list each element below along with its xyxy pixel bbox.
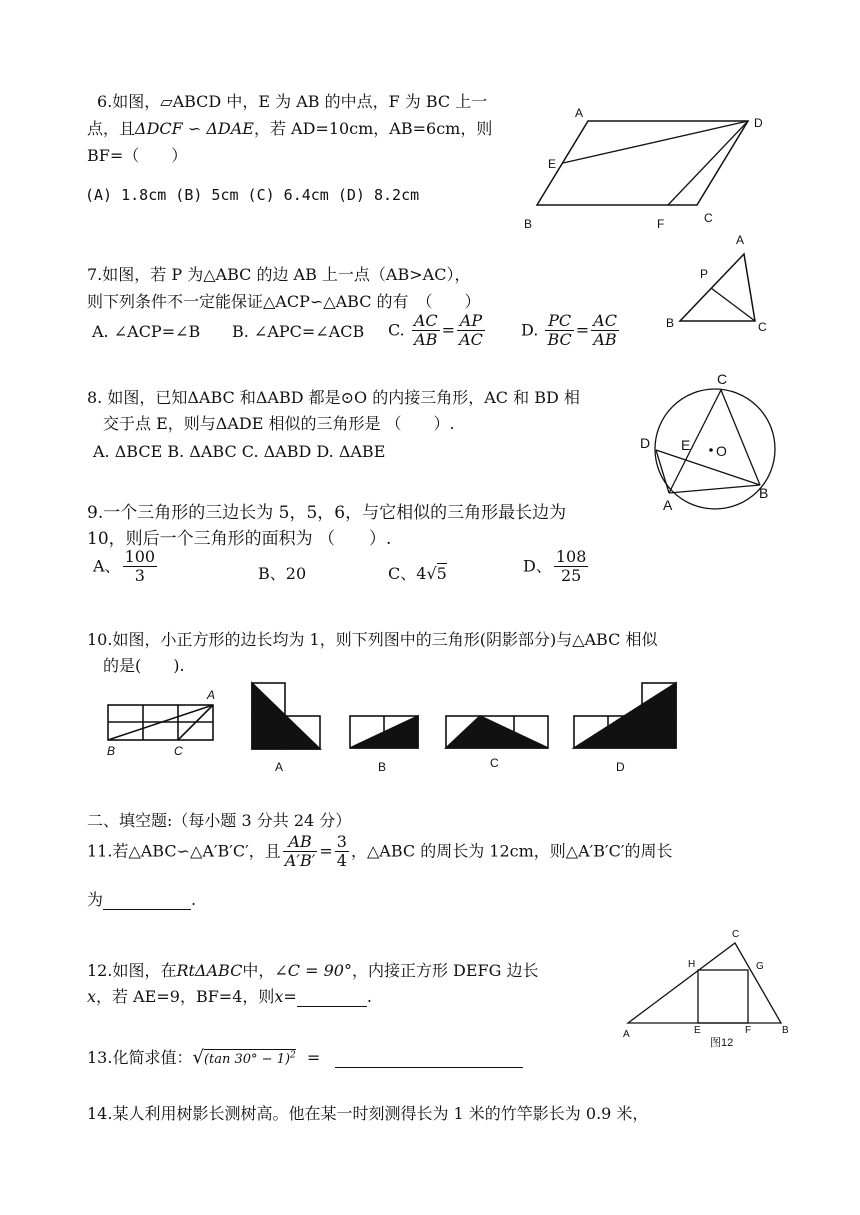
q9-d-num: 108 [555, 547, 587, 566]
q11-eq: = [319, 841, 333, 861]
q7-option-c-label: C. [388, 320, 405, 340]
q12-label-a: A [623, 1029, 630, 1040]
q12-expr1: RtΔABC [176, 961, 243, 980]
q9-option-b: B、20 [258, 564, 307, 583]
q12-label-b: B [782, 1025, 789, 1036]
q12-caption: 图12 [710, 1037, 734, 1049]
q6-figure [520, 100, 780, 230]
q10-option-d-figure [574, 683, 676, 748]
q9-option-c [388, 561, 447, 584]
q12-figure [620, 925, 800, 1055]
q8-label-d: D [640, 435, 651, 451]
q6-parallelogram [537, 121, 748, 205]
q12-label-h: H [688, 959, 696, 970]
q6-label-d: D [754, 116, 763, 130]
q11-post: ，△ABC 的周长为 12cm，则△A′B′C′的周长 [350, 841, 673, 861]
q10-label-b: B [107, 744, 116, 758]
q7-option-c [388, 312, 487, 350]
q12-label-e: E [694, 1025, 701, 1036]
q7-figure [660, 230, 780, 340]
q6-expr: ΔDCF ∽ ΔDAE [135, 119, 254, 138]
q6-label-f: F [657, 217, 665, 231]
q7-d-num2: AC [593, 311, 617, 330]
q6-line2-b: ，若 AD=10cm，AB=6cm，则 [253, 119, 493, 138]
q8-options: A. ΔBCE B. ΔABC C. ΔABD D. ΔABE [93, 442, 386, 461]
q7-triangle [680, 254, 755, 321]
q6-options: (A) 1.8cm (B) 5cm (C) 6.4cm (D) 8.2cm [85, 186, 420, 204]
q7-c-num1: AC [413, 311, 438, 330]
q8-circle [655, 389, 775, 509]
q6-label-b: B [524, 217, 533, 231]
q7-label-a: A [736, 233, 745, 247]
q12-mid: 中， [242, 961, 275, 980]
q6-label-a: A [575, 106, 584, 120]
q7-d-den1: BC [547, 330, 572, 350]
q9-a-label: A、 [93, 556, 121, 576]
q9-option-a [93, 548, 159, 586]
q11-line2-end: . [191, 890, 197, 909]
section2-title: 二、填空题:（每小题 3 分共 24 分） [87, 811, 352, 830]
q12-eq: = [283, 987, 297, 1006]
q13-expr: (tan 30° − 1) [203, 1052, 291, 1067]
q8-figure [635, 370, 785, 520]
q9-c-coef: 4 [416, 564, 427, 583]
q9-d-den: 25 [560, 566, 582, 586]
q10-figures [100, 680, 690, 780]
q10-option-c-figure [446, 716, 548, 748]
q8-center-dot [709, 448, 713, 452]
q12-square [698, 970, 748, 1023]
q12-line1 [87, 958, 539, 981]
q10-option-a-figure [252, 683, 320, 749]
q8-label-a: A [663, 497, 673, 513]
q7-c-num2: AP [457, 312, 485, 331]
q7-d-eq: = [575, 320, 590, 340]
q12-triangle [628, 943, 781, 1023]
q12-answer-blank[interactable] [297, 990, 367, 1007]
q8-label-c: C [717, 371, 728, 387]
q9-c-sqrt-sign: √ [426, 564, 437, 583]
q12-line2 [87, 984, 372, 1007]
q7-c-den1: AB [414, 330, 438, 350]
q7-label-b: B [666, 316, 675, 330]
q7-option-b: B. ∠APC=∠ACB [232, 322, 365, 341]
q11-line2 [87, 887, 196, 910]
q9-line2: 10，则后一个三角形的面积为 （ ）. [87, 529, 392, 549]
q6-label-c: C [704, 211, 713, 225]
q8-line1: 8. 如图，已知ΔABC 和ΔABD 都是⊙O 的内接三角形，AC 和 BD 相 [87, 388, 580, 407]
q12-line2-end: . [366, 987, 372, 1006]
q12-var: x [87, 987, 97, 1006]
q10-label-a: A [207, 688, 216, 702]
q10-reference-grid [108, 705, 213, 740]
q7-d-num1: PC [545, 312, 573, 331]
q10-line1: 10.如图，小正方形的边长均为 1，则下列图中的三角形(阴影部分)与△ABC 相似 [87, 630, 658, 649]
q7-line-cp [711, 288, 755, 321]
q13-sqrt-sign: √ [192, 1047, 204, 1068]
q6-line2 [87, 116, 492, 139]
q11-line2-text: 为 [87, 890, 104, 909]
q7-c-eq: = [441, 320, 456, 340]
q11-den2: 4 [336, 851, 347, 871]
q13-eq: = [306, 1048, 321, 1067]
q12-label-c: C [732, 929, 740, 940]
q8-line2: 交于点 E，则与ΔADE 相似的三角形是 （ ）. [103, 414, 455, 433]
q11-den1: A′B′ [284, 851, 316, 871]
q10-option-b-label: B [378, 760, 387, 774]
q14-line1: 14.某人利用树影长测树高。他在某一时刻测得长为 1 米的竹竿影长为 0.9 米， [87, 1104, 649, 1123]
q12-label-g: G [756, 961, 764, 972]
q7-option-a: A. ∠ACP=∠B [92, 322, 201, 341]
q10-label-c: C [174, 744, 183, 758]
q6-line1: 6.如图，▱ABCD 中，E 为 AB 的中点，F 为 BC 上一 [97, 92, 488, 111]
q10-option-b-figure [350, 716, 418, 748]
q13-exponent: 2 [290, 1050, 296, 1061]
q6-line-ed [563, 121, 748, 163]
q12-pre: 12.如图，在 [87, 961, 177, 980]
q8-label-o: O [716, 443, 727, 459]
q7-option-d [521, 312, 621, 350]
q9-c-radicand: 5 [436, 564, 447, 583]
q10-option-a-label: A [275, 760, 284, 774]
q11-num2: 3 [336, 832, 347, 851]
q10-option-d-label: D [616, 760, 625, 774]
q6-line3: BF=（ ） [87, 146, 188, 165]
q9-c-label: C、 [388, 564, 417, 583]
q12-label-f: F [745, 1025, 752, 1036]
q8-label-b: B [759, 485, 769, 501]
q9-line1: 9.一个三角形的三边长为 5，5，6，与它相似的三角形最长边为 [87, 503, 567, 523]
q10-line2: 的是( ). [103, 656, 185, 675]
q7-label-p: P [700, 267, 709, 281]
q7-label-c: C [758, 320, 767, 334]
q9-a-num: 100 [124, 547, 156, 566]
q11-num1: AB [283, 833, 318, 852]
q9-a-den: 3 [134, 566, 145, 586]
q12-post: ，内接正方形 DEFG 边长 [351, 961, 539, 980]
q7-line2: 则下列条件不一定能保证△ACP∽△ABC 的有 （ ） [87, 292, 481, 311]
q7-c-den2: AC [459, 330, 483, 350]
q8-label-e: E [681, 437, 691, 453]
q7-option-d-label: D. [521, 320, 539, 340]
q12-var2: x [274, 987, 284, 1006]
q9-option-d [523, 548, 590, 586]
q6-label-e: E [548, 157, 557, 171]
q13-radicand [204, 1049, 296, 1067]
q12-expr2: ∠C = 90° [274, 961, 352, 980]
q6-line2-a: 点，且 [87, 119, 136, 138]
q13-line [87, 1045, 523, 1068]
q11-pre: 11.若△ABC∽△A′B′C′，且 [87, 841, 281, 861]
q13-answer-blank[interactable] [335, 1051, 523, 1068]
q13-pre: 13.化简求值： [87, 1048, 193, 1067]
q11-line1 [87, 833, 673, 871]
q7-line1: 7.如图，若 P 为△ABC 的边 AB 上一点（AB>AC）， [87, 265, 471, 284]
q11-answer-blank[interactable] [103, 893, 191, 910]
q12-line2-text: ，若 AE=9，BF=4，则 [96, 987, 275, 1006]
q9-d-label: D、 [523, 556, 552, 576]
q6-line-fd [668, 121, 748, 205]
q10-option-c-label: C [490, 756, 499, 770]
q7-d-den2: AB [593, 330, 617, 350]
